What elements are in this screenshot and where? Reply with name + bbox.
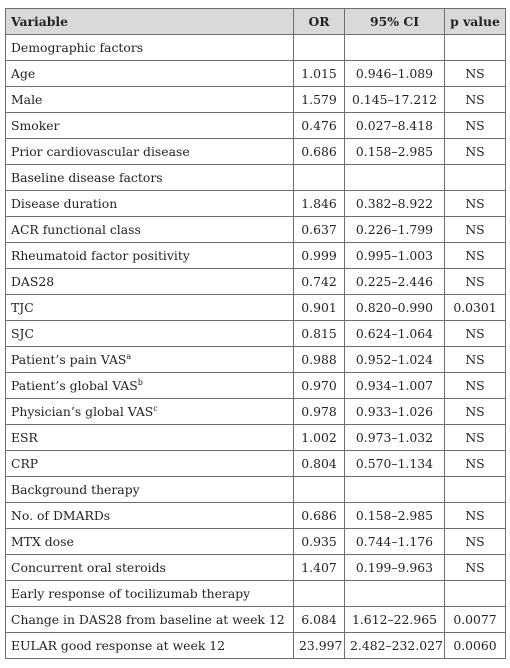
table-row: [6, 321, 506, 347]
variable-label: Prior cardiovascular disease: [11, 144, 190, 159]
or-cell: 0.476: [294, 113, 345, 139]
table-row: [6, 139, 506, 165]
ci-cell: 1.612–22.965: [345, 607, 445, 633]
variable-label: DAS28: [11, 274, 55, 289]
ci-cell: 0.199–9.963: [345, 555, 445, 581]
ci-cell: 0.027–8.418: [345, 113, 445, 139]
header-row: [6, 9, 506, 35]
header-or: OR: [294, 9, 345, 35]
ci-cell: 0.820–0.990: [345, 295, 445, 321]
variable-label: Physician’s global VAS: [11, 404, 154, 419]
variable-cell: [6, 373, 294, 399]
p-value-cell: 0.0077: [445, 607, 506, 633]
table-row: [6, 269, 506, 295]
section-row: [6, 165, 506, 191]
or-cell: 0.978: [294, 399, 345, 425]
p-value-cell: NS: [445, 217, 506, 243]
variable-cell: [6, 607, 294, 633]
table-row: [6, 399, 506, 425]
p-value-cell: NS: [445, 191, 506, 217]
table-body: [6, 35, 506, 659]
p-value-cell: NS: [445, 347, 506, 373]
variable-label: Patient’s pain VAS: [11, 352, 127, 367]
empty-cell: [445, 477, 506, 503]
header-p-value: p value: [445, 9, 506, 35]
or-cell: 1.002: [294, 425, 345, 451]
p-value-cell: NS: [445, 243, 506, 269]
ci-cell: 0.225–2.446: [345, 269, 445, 295]
section-row: [6, 35, 506, 61]
variable-cell: [6, 191, 294, 217]
variable-label: TJC: [11, 300, 34, 315]
table-row: [6, 503, 506, 529]
section-row: [6, 477, 506, 503]
variable-cell: [6, 295, 294, 321]
empty-cell: [294, 477, 345, 503]
or-cell: 0.804: [294, 451, 345, 477]
p-value-cell: NS: [445, 61, 506, 87]
or-cell: 0.999: [294, 243, 345, 269]
table-row: [6, 529, 506, 555]
ci-cell: 0.226–1.799: [345, 217, 445, 243]
ci-cell: 0.952–1.024: [345, 347, 445, 373]
ci-cell: 0.995–1.003: [345, 243, 445, 269]
variable-label: Age: [11, 66, 36, 81]
p-value-cell: NS: [445, 269, 506, 295]
p-value-cell: NS: [445, 451, 506, 477]
variable-label: Patient’s global VAS: [11, 378, 138, 393]
header-variable: Variable: [6, 9, 294, 35]
empty-cell: [294, 581, 345, 607]
variable-label: ACR functional class: [11, 222, 141, 237]
table-row: [6, 191, 506, 217]
variable-label: SJC: [11, 326, 34, 341]
p-value-cell: NS: [445, 425, 506, 451]
variable-cell: [6, 61, 294, 87]
or-cell: 0.901: [294, 295, 345, 321]
table-row: [6, 113, 506, 139]
p-value-cell: NS: [445, 321, 506, 347]
p-value-cell: NS: [445, 87, 506, 113]
ci-cell: 0.145–17.212: [345, 87, 445, 113]
ci-cell: 0.946–1.089: [345, 61, 445, 87]
ci-cell: 0.570–1.134: [345, 451, 445, 477]
p-value-cell: NS: [445, 373, 506, 399]
variable-label: Rheumatoid factor positivity: [11, 248, 190, 263]
empty-cell: [445, 581, 506, 607]
or-cell: 0.988: [294, 347, 345, 373]
section-label: Demographic factors: [6, 35, 294, 61]
empty-cell: [294, 35, 345, 61]
variable-label: CRP: [11, 456, 39, 471]
ci-cell: 0.158–2.985: [345, 503, 445, 529]
or-cell: 0.815: [294, 321, 345, 347]
section-label: Baseline disease factors: [6, 165, 294, 191]
or-cell: 1.846: [294, 191, 345, 217]
variable-label: Smoker: [11, 118, 60, 133]
variable-cell: [6, 347, 294, 373]
empty-cell: [345, 35, 445, 61]
footnote-marker: c: [153, 404, 158, 413]
variable-cell: [6, 87, 294, 113]
variable-cell: [6, 555, 294, 581]
or-cell: 6.084: [294, 607, 345, 633]
p-value-cell: NS: [445, 113, 506, 139]
ci-cell: 0.933–1.026: [345, 399, 445, 425]
empty-cell: [345, 165, 445, 191]
variable-cell: [6, 633, 294, 659]
table-row: [6, 451, 506, 477]
ci-cell: 0.934–1.007: [345, 373, 445, 399]
empty-cell: [345, 477, 445, 503]
p-value-cell: NS: [445, 529, 506, 555]
variable-label: Male: [11, 92, 43, 107]
p-value-cell: 0.0301: [445, 295, 506, 321]
or-cell: 0.637: [294, 217, 345, 243]
table-row: [6, 425, 506, 451]
or-cell: 23.997: [294, 633, 345, 659]
odds-ratio-table: [5, 8, 506, 659]
table-row: [6, 295, 506, 321]
variable-cell: [6, 113, 294, 139]
p-value-cell: NS: [445, 139, 506, 165]
variable-label: No. of DMARDs: [11, 508, 111, 523]
section-label: Early response of tocilizumab therapy: [6, 581, 294, 607]
variable-cell: [6, 425, 294, 451]
ci-cell: 2.482–232.027: [345, 633, 445, 659]
variable-cell: [6, 139, 294, 165]
ci-cell: 0.973–1.032: [345, 425, 445, 451]
p-value-cell: NS: [445, 555, 506, 581]
p-value-cell: NS: [445, 399, 506, 425]
variable-label: ESR: [11, 430, 38, 445]
ci-cell: 0.744–1.176: [345, 529, 445, 555]
table-row: [6, 243, 506, 269]
empty-cell: [445, 165, 506, 191]
variable-cell: [6, 451, 294, 477]
or-cell: 0.742: [294, 269, 345, 295]
or-cell: 0.686: [294, 139, 345, 165]
p-value-cell: 0.0060: [445, 633, 506, 659]
table-row: [6, 607, 506, 633]
header-ci: 95% CI: [345, 9, 445, 35]
variable-cell: [6, 529, 294, 555]
variable-cell: [6, 269, 294, 295]
or-cell: 0.935: [294, 529, 345, 555]
table-row: [6, 87, 506, 113]
or-cell: 1.579: [294, 87, 345, 113]
ci-cell: 0.382–8.922: [345, 191, 445, 217]
variable-cell: [6, 243, 294, 269]
variable-label: EULAR good response at week 12: [11, 638, 226, 653]
section-row: [6, 581, 506, 607]
ci-cell: 0.624–1.064: [345, 321, 445, 347]
table-row: [6, 373, 506, 399]
empty-cell: [294, 165, 345, 191]
variable-cell: [6, 217, 294, 243]
table-row: [6, 555, 506, 581]
variable-cell: [6, 321, 294, 347]
table-row: [6, 633, 506, 659]
table-row: [6, 61, 506, 87]
ci-cell: 0.158–2.985: [345, 139, 445, 165]
variable-cell: [6, 399, 294, 425]
or-cell: 1.407: [294, 555, 345, 581]
or-cell: 0.970: [294, 373, 345, 399]
variable-label: Disease duration: [11, 196, 118, 211]
table-row: [6, 217, 506, 243]
section-label: Background therapy: [6, 477, 294, 503]
p-value-cell: NS: [445, 503, 506, 529]
variable-cell: [6, 503, 294, 529]
or-cell: 1.015: [294, 61, 345, 87]
variable-label: Concurrent oral steroids: [11, 560, 166, 575]
variable-label: Change in DAS28 from baseline at week 12: [11, 612, 285, 627]
or-cell: 0.686: [294, 503, 345, 529]
empty-cell: [445, 35, 506, 61]
footnote-marker: b: [137, 378, 143, 387]
empty-cell: [345, 581, 445, 607]
variable-label: MTX dose: [11, 534, 74, 549]
table-row: [6, 347, 506, 373]
footnote-marker: a: [126, 352, 132, 361]
